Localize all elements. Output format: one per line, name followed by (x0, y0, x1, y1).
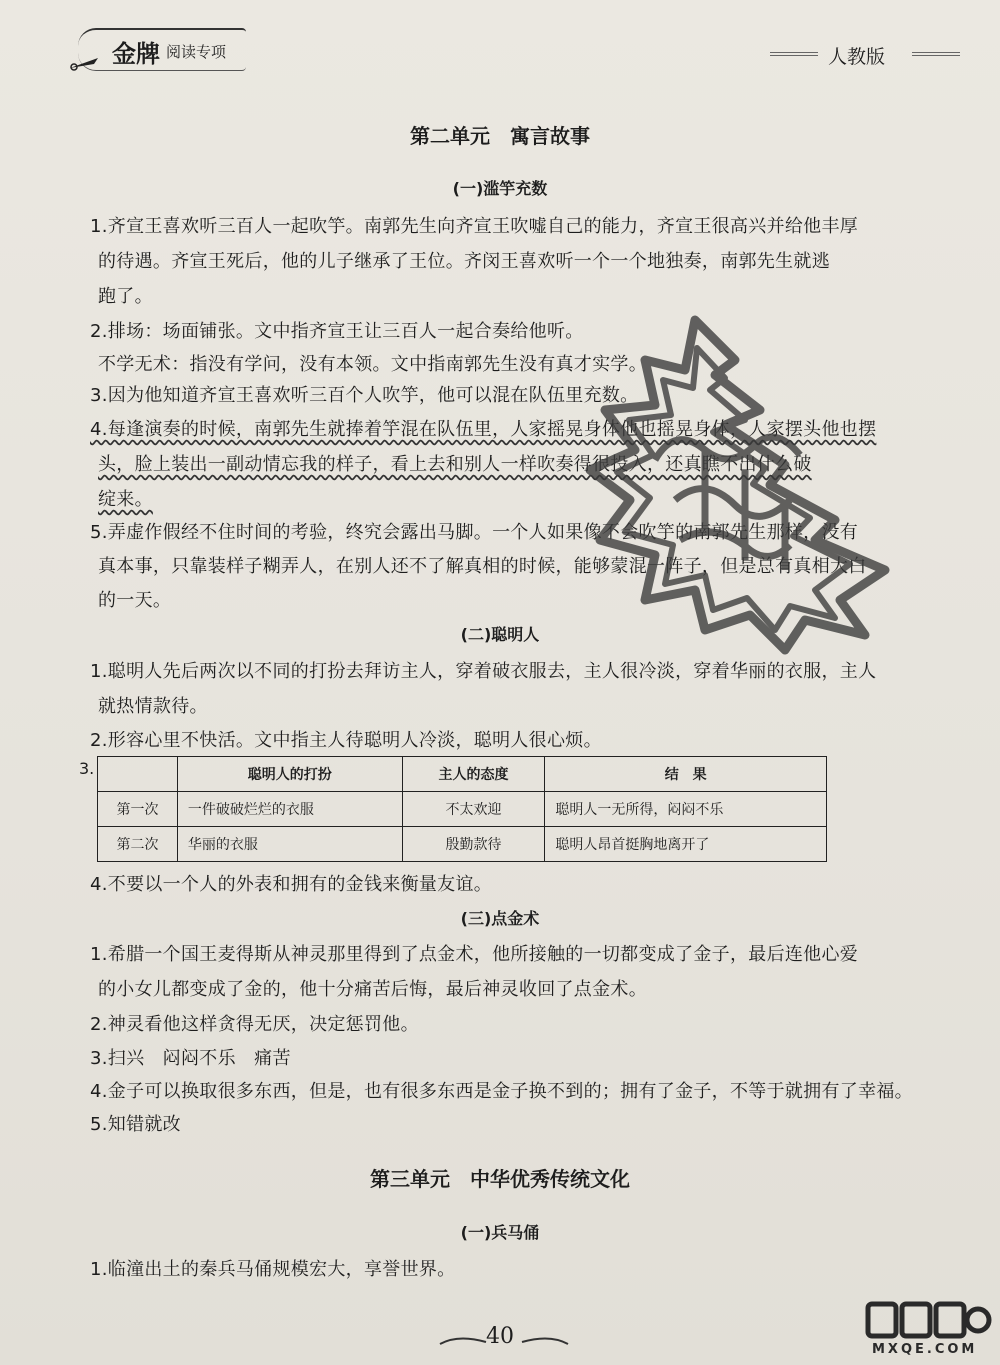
table-cell: 一件破破烂烂的衣服 (177, 792, 402, 827)
table-header-row (98, 757, 827, 792)
section-title-dianjinshu: (三)点金术 (460, 909, 540, 928)
answer-line: 5.知错就改 (90, 1114, 181, 1135)
answer-line: 4.不要以一个人的外表和拥有的金钱来衡量友谊。 (90, 874, 493, 895)
seal-stamp-icon (585, 300, 905, 655)
table-header-cell: 主人的态度 (402, 757, 545, 792)
answer-line: 2.形容心里不快活。文中指主人待聪明人冷淡，聪明人很心烦。 (90, 730, 602, 751)
answer-line: 跑了。 (98, 286, 153, 307)
table-cell: 聪明人昂首挺胸地离开了 (545, 827, 827, 862)
answer-line-underlined: 头，脸上装出一副动情忘我的样子，看上去和别人一样吹奏得很投入，还真瞧不出什么破 (98, 454, 812, 475)
table-cell: 聪明人一无所得，闷闷不乐 (545, 792, 827, 827)
answer-line: 2.排场：场面铺张。文中指齐宣王让三百人一起合奏给他听。 (90, 321, 584, 342)
table-cell: 第一次 (98, 792, 178, 827)
section-title-bingmayong: (一)兵马俑 (460, 1223, 540, 1242)
page-number: 40 (486, 1324, 514, 1349)
brand-name: 金牌 (112, 39, 160, 68)
table-header-cell: 结 果 (545, 757, 827, 792)
unit-3-title: 第三单元 中华优秀传统文化 (370, 1167, 630, 1191)
brand-logo (78, 28, 246, 71)
section-title-lanyu: (一)滥竽充数 (452, 179, 548, 198)
table-cell: 第二次 (98, 827, 178, 862)
answer-line: 的待遇。齐宣王死后，他的儿子继承了王位。齐闵王喜欢听一个一个地独奏，南郭先生就逃 (98, 251, 830, 272)
table-row (98, 792, 827, 827)
answer-line: 不学无术：指没有学问，没有本领。文中指南郭先生没有真才实学。 (98, 354, 647, 375)
answer-line-underlined: 绽来。 (98, 489, 153, 510)
answer-line: 1.临潼出土的秦兵马俑规模宏大，享誉世界。 (90, 1259, 456, 1280)
unit-2-title: 第二单元 寓言故事 (410, 124, 590, 148)
page-header (0, 0, 1000, 80)
section-title-congmingren: (二)聪明人 (460, 625, 540, 644)
answer-line: 1.希腊一个国王麦得斯从神灵那里得到了点金术，他所接触的一切都变成了金子，最后连他心爱 (90, 944, 859, 965)
answer-line: 的小女儿都变成了金的，他十分痛苦后悔，最后神灵收回了点金术。 (98, 979, 647, 1000)
answer-line: 1.齐宣王喜欢听三百人一起吹竽。南郭先生向齐宣王吹嘘自己的能力，齐宣王很高兴并给他丰厚 (90, 216, 859, 237)
answer-line: 3.扫兴 闷闷不乐 痛苦 (90, 1048, 291, 1069)
answer-line: 1.聪明人先后两次以不同的打扮去拜访主人，穿着破衣服去，主人很冷淡，穿着华丽的衣服，主人 (90, 661, 877, 682)
table-cell: 华丽的衣服 (177, 827, 402, 862)
answer-line: 2.神灵看他这样贪得无厌，决定惩罚他。 (90, 1014, 419, 1035)
answer-line: 真本事，只靠装样子糊弄人，在别人还不了解真相的时候，能够蒙混一阵子，但是总有真相大白 (98, 556, 867, 577)
table-header-cell (98, 757, 178, 792)
watermark-text: MXQE.COM (872, 1342, 978, 1357)
answer-line: 的一天。 (98, 590, 172, 611)
table-question-number: 3. (79, 759, 95, 778)
table-row (98, 827, 827, 862)
table-header-cell: 聪明人的打扮 (177, 757, 402, 792)
pen-nib-icon (68, 54, 102, 72)
answer-line: 4.金子可以换取很多东西，但是，也有很多东西是金子换不到的；拥有了金子，不等于就拥有了幸福。 (90, 1081, 913, 1102)
answer-line-underlined: 4.每逢演奏的时候，南郭先生就捧着竽混在队伍里，人家摇晃身体他也摇晃身体，人家摆头他也摆 (90, 419, 877, 440)
answer-line: 5.弄虚作假经不住时间的考验，终究会露出马脚。一个人如果像不会吹竽的南郭先生那样，没有 (90, 522, 859, 543)
edition-label: 人教版 (828, 46, 886, 68)
header-rule-left (770, 52, 818, 56)
answer-line: 3.因为他知道齐宣王喜欢听三百个人吹竽，他可以混在队伍里充数。 (90, 385, 639, 406)
answer-line: 就热情款待。 (98, 696, 208, 717)
page-number-ornament-right (520, 1334, 570, 1348)
answer-table (97, 756, 827, 862)
table-cell: 不太欢迎 (402, 792, 545, 827)
brand-subtitle: 阅读专项 (166, 43, 227, 61)
table-cell: 殷勤款待 (402, 827, 545, 862)
header-rule-right (912, 52, 960, 56)
